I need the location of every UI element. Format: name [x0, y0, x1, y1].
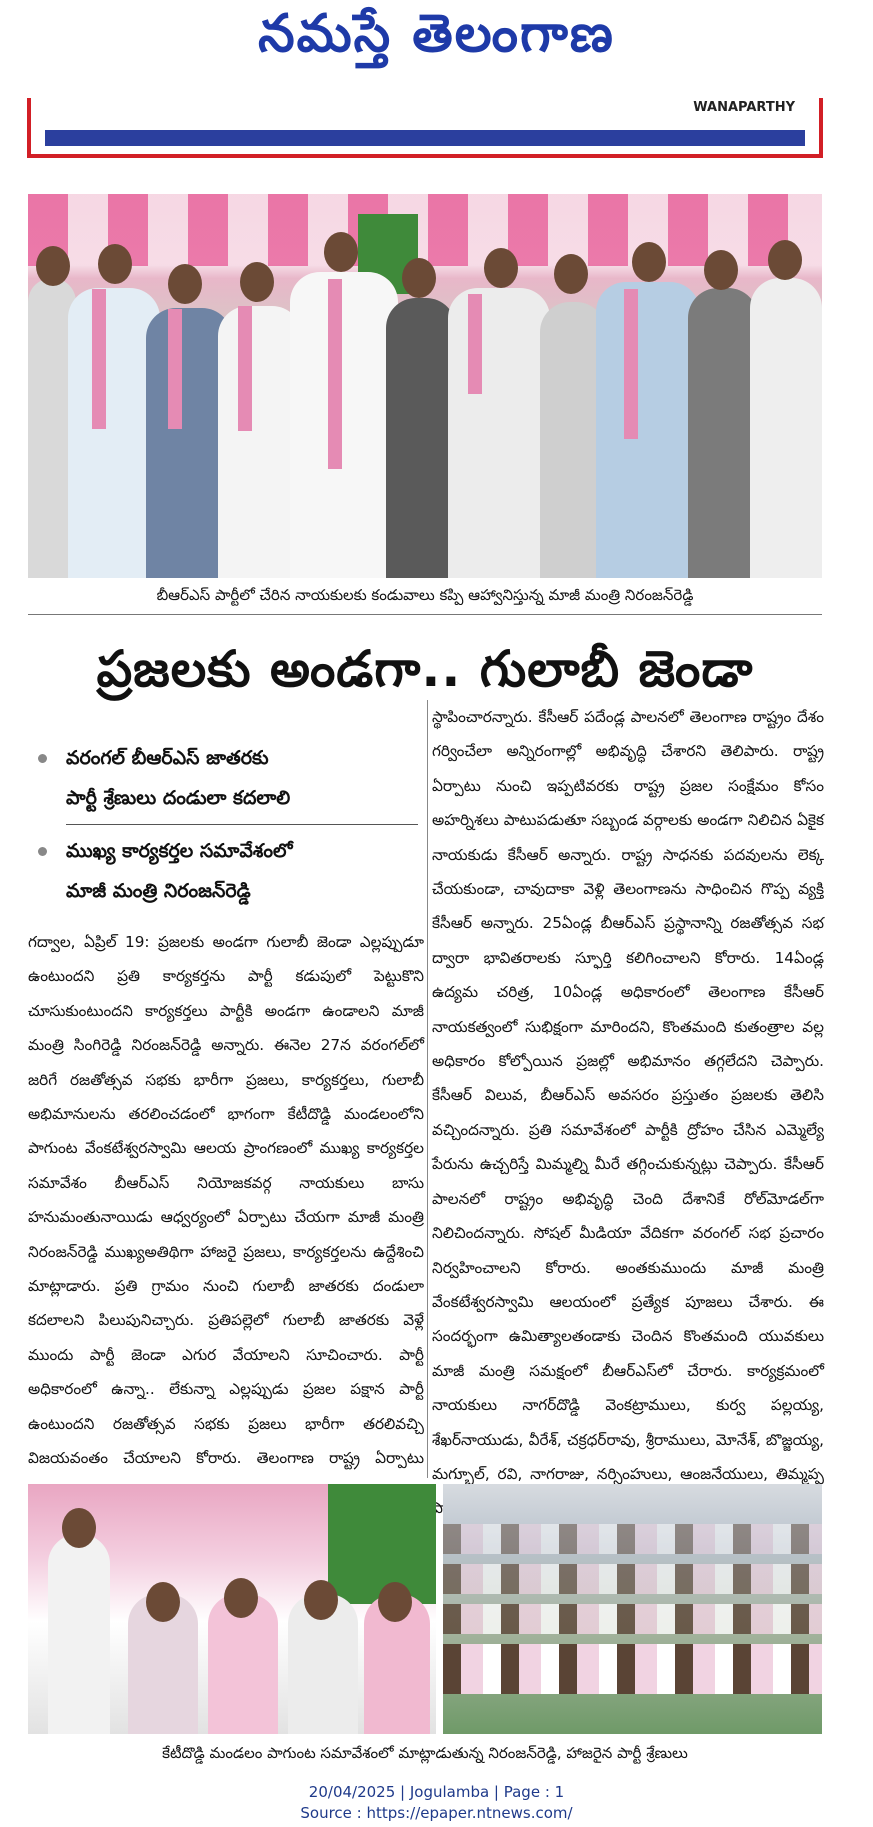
bottom-right-photo — [443, 1484, 822, 1734]
pink-scarf — [624, 289, 638, 439]
person-head — [98, 244, 132, 284]
bullet-line: మాజీ మంత్రి నిరంజన్‌రెడ్డి — [66, 880, 251, 902]
person — [688, 288, 758, 578]
crowd-row — [443, 1524, 822, 1554]
person-head — [378, 1582, 412, 1622]
person-head — [768, 240, 802, 280]
person — [448, 288, 550, 578]
person — [596, 282, 700, 578]
edition-info: 20/04/2025 | Jogulamba | Page : 1 — [308, 1783, 565, 1801]
newspaper-logo: నమస్తే తెలంగాణ — [258, 4, 615, 64]
column-divider — [427, 700, 428, 1478]
top-photo-caption: బీఆర్ఎస్ పార్టీలో చేరిన నాయకులకు కండువాలు కప్పి ఆహ్వానిస్తున్న మాజీ మంత్రి నిరంజన్‌రెడ్డి — [156, 586, 694, 604]
person-head — [36, 246, 70, 286]
person-head — [632, 242, 666, 282]
pink-scarf — [468, 294, 482, 394]
crowd-row — [443, 1564, 822, 1594]
headline: ప్రజలకు అండగా.. గులాబీ జెండా — [96, 640, 754, 698]
article-column-left: గద్వాల, ఏప్రిల్ 19: ప్రజలకు అండగా గులాబీ జెండా ఎల్లప్పుడూ ఉంటుందని ప్రతి కార్యకర్తను పార్టీ కడుపులో పెట్టుకొని చూసుకుంటుందని కార్యకర్తలు పార్టీకి అండగా ఉండాలని మాజీ మంత్రి సింగిరెడ్డి నిరంజన్‌రెడ్డి అన్నారు. ఈనెల 27న వరంగల్‌లో జరిగే రజతోత్సవ సభకు భారీగా ప్రజలు, కార్యకర్తలు, గులాబీ అభిమానులను తరలించడంలో భాగంగా కేటీదొడ్డి మండలంలోని పాగుంట వేంకటేశ్వరస్వామి ఆలయ ప్రాంగణంలో ముఖ్య కార్యకర్తల సమావేశం బీఆర్ఎస్ నియోజకవర్గ నాయకులు బాసు హనుమంతునాయిడు ఆధ్వర్యంలో ఏర్పాటు చేయగా మాజీ మంత్రి నిరంజన్‌రెడ్డి ముఖ్యఅతిథిగా హాజరై ప్రజలు, కార్యకర్తలను ఉద్దేశించి మాట్లాడారు. ప్రతి గ్రామం నుంచి గులాబీ జాతరకు దండులా కదలాలని పిలుపునిచ్చారు. ప్రతిపల్లెలో గులాబీ జాతరకు వెళ్లే ముందు పార్టీ జెండా ఎగుర వేయాలని సూచించారు. పార్టీ అధికారంలో ఉన్నా.. లేకున్నా ఎల్లప్పుడు ప్రజల పక్షాన పార్టీ ఉంటుందని రజతోత్సవ సభకు ప్రజలు భారీగా తరలివచ్చి విజయవంతం చేయాలని కోరారు. తెలంగాణ రాష్ట్ర ఏర్పాటు — [28, 933, 424, 1468]
article-column-right: స్థాపించారన్నారు. కేసీఆర్ పదేండ్ల పాలనలో తెలంగాణ రాష్ట్రం దేశం గర్వించేలా అన్నిరంగాల్లో అభివృద్ధి చేశారని తెలిపారు. రాష్ట్ర ఏర్పాటు నుంచి ఇప్పటివరకు రాష్ట్ర ప్రజల సంక్షేమం కోసం అహర్నిశలు పాటుపడుతూ సబ్బండ వర్గాలకు అండగా నిలిచిన ఏకైక నాయకుడు కేసీఆర్ అన్నారు. రాష్ట్ర సాధనకు పదవులను లెక్క చేయకుండా, చావుదాకా వెళ్లి తెలంగాణను సాధించిన గొప్ప వ్యక్తి కేసీఆర్ అన్నారు. 25ఏండ్ల బీఆర్ఎస్ ప్రస్థానాన్ని రజతోత్సవ సభ ద్వారా భావితరాలకు స్ఫూర్తి కలిగించాలని కోరారు. 14ఏండ్ల ఉద్యమ చరిత్ర, 10ఏండ్ల అధికారంలో తెలంగాణ కేసీఆర్ నాయకత్వంలో సుభిక్షంగా మారిందని, కొంతమంది కుతంత్రాల వల్ల అధికారం కోల్పోయిన ప్రజల్లో అభిమానం తగ్గలేదని చెప్పారు. కేసీఆర్ విలువ, బీఆర్ఎస్ అవసరం ప్రస్తుతం ప్రజలకు తెలిసి వచ్చిందన్నారు. ప్రతి సమావేశంలో పార్టీకి ద్రోహం చేసిన ఎమ్మెల్యే పేరును ఉచ్చరిస్తే మిమ్మల్ని మీరే తగ్గించుకున్నట్లు చెప్పారు. కేసీఆర్ పాలనలో రాష్ట్రం అభివృద్ధి చెంది దేశానికే రోల్‌మోడల్‌గా నిలిచిందన్నారు. సోషల్ మీడియా వేదికగా వరంగల్ సభ ప్రచారం నిర్వహించాలని కోరారు. అంతకుముందు మాజీ మంత్రి వేంకటేశ్వరస్వామి ఆలయంలో ప్రత్యేక పూజలు చేశారు. ఈ సందర్భంగా ఉమిత్యాలతండాకు చెందిన కొంతమంది యువకులు మాజీ మంత్రి సమక్షంలో బీఆర్ఎస్‌లో చేరారు. కార్యక్రమంలో నాయకులు నాగర్‌దొడ్డి వెంకట్రాములు, కుర్వ పల్లయ్య, శేఖర్‌నాయుడు, వీరేశ్, చక్రధర్‌రావు, శ్రీరాములు, మోనేశ్, బొజ్జయ్య, మగ్బూల్, రవి, నాగరాజు, నర్సింహులు, ఆంజనేయులు, తిమ్మప్ప — [432, 708, 824, 1483]
person — [386, 298, 456, 578]
bullet-item — [28, 738, 418, 818]
person-head — [554, 254, 588, 294]
top-photo — [28, 194, 822, 578]
pink-scarf — [328, 279, 342, 469]
bullet-dot-icon — [38, 754, 47, 763]
pink-scarf — [92, 289, 106, 429]
person-head — [146, 1582, 180, 1622]
source-link[interactable]: Source : https://epaper.ntnews.com/ — [300, 1804, 573, 1822]
pink-scarf — [238, 306, 252, 431]
person-head — [704, 250, 738, 290]
bottom-photo-caption: కేటీదొడ్డి మండలం పాగుంట సమావేశంలో మాట్లాడుతున్న నిరంజన్‌రెడ్డి, హాజరైన పార్టీ శ్రేణులు — [162, 1744, 688, 1762]
ad-banner — [27, 98, 823, 158]
bullet-item — [28, 831, 418, 911]
person-head — [240, 262, 274, 302]
person-head — [224, 1578, 258, 1618]
person — [290, 272, 398, 578]
banner-text: WANAPARTHY — [693, 100, 795, 115]
bullet-divider — [66, 824, 418, 825]
person-head — [168, 264, 202, 304]
person-head — [484, 248, 518, 288]
bullet-line: వరంగల్ బీఆర్ఎస్ జాతరకు — [66, 747, 269, 769]
person — [750, 278, 822, 578]
subheadline-bullets — [28, 738, 418, 911]
person-head — [62, 1508, 96, 1548]
bullet-line: ముఖ్య కార్యకర్తల సమావేశంలో — [66, 840, 293, 862]
speaker — [48, 1534, 110, 1734]
crowd-row — [443, 1644, 822, 1694]
bullet-dot-icon — [38, 847, 47, 856]
person-head — [402, 258, 436, 298]
divider — [28, 614, 822, 615]
person-head — [324, 232, 358, 272]
crowd-row — [443, 1604, 822, 1634]
green-backdrop — [328, 1484, 436, 1604]
tent-canopy — [28, 194, 822, 266]
person-head — [304, 1580, 338, 1620]
bullet-line: పార్టీ శ్రేణులు దండులా కదలాలి — [66, 787, 291, 809]
pink-scarf — [168, 309, 182, 429]
banner-strip — [45, 130, 805, 146]
bottom-left-photo — [28, 1484, 436, 1734]
masthead — [0, 0, 873, 95]
